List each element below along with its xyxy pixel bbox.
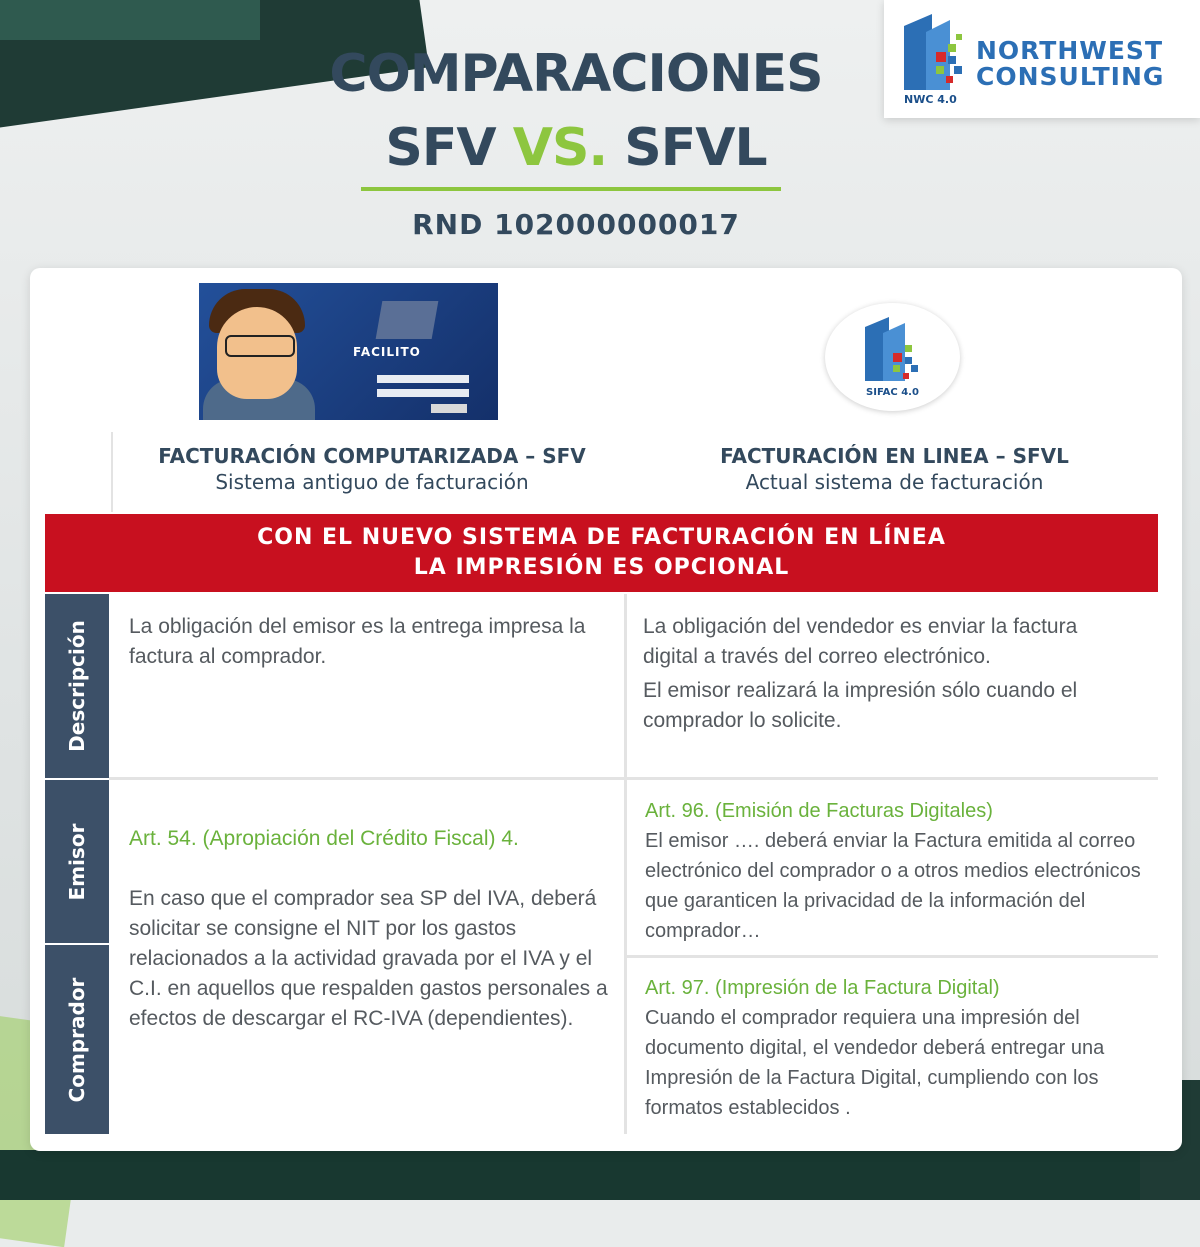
article-97-title: Art. 97. (Impresión de la Factura Digital) (645, 977, 1000, 999)
background-shape (0, 0, 260, 40)
sifac-logo-icon (863, 315, 923, 387)
column-header-sfvl (631, 432, 1158, 512)
facilito-button (431, 404, 467, 413)
column-header-sfv (111, 432, 633, 512)
background-shape (0, 1150, 1200, 1200)
facilito-character-glasses (225, 335, 295, 357)
facilito-input (377, 389, 469, 397)
title-right: SFVL (624, 118, 767, 178)
column-divider (624, 594, 627, 1134)
brand-tag: NWC 4.0 (904, 93, 957, 106)
row-label-text: Comprador (65, 977, 89, 1102)
cell-emisor-sfvl (645, 796, 1155, 946)
title-left: SFV (385, 118, 496, 178)
facilito-image (199, 283, 498, 420)
comparison-table (45, 432, 1158, 1134)
column-title: FACTURACIÓN EN LINEA – SFVL (720, 444, 1069, 468)
row-divider (627, 955, 1158, 958)
article-96-title: Art. 96. (Emisión de Facturas Digitales) (645, 800, 993, 822)
sifac-logo (825, 303, 960, 411)
facilito-logo-icon (376, 301, 439, 339)
facilito-label: FACILITO (353, 345, 421, 359)
column-subtitle: Sistema antiguo de facturación (215, 470, 529, 494)
cell-emisor-sfv (129, 824, 615, 1034)
rnd-number: RND 102000000017 (412, 208, 740, 241)
page-subtitle (0, 118, 1152, 178)
descripcion-sfvl-note: El emisor realizará la impresión sólo cuando el comprador lo solicite. (643, 679, 1078, 732)
cell-descripcion-sfvl (643, 612, 1113, 736)
row-label-text: Descripción (65, 620, 89, 752)
row-divider (109, 777, 1158, 780)
sifac-label: SIFAC 4.0 (866, 387, 919, 398)
descripcion-sfv-text: La obligación del emisor es la entrega impresa la factura al comprador. (129, 615, 586, 668)
table-corner (45, 432, 109, 512)
row-label-emisor (45, 780, 109, 943)
banner-line2: LA IMPRESIÓN ES OPCIONAL (413, 555, 790, 580)
descripcion-sfvl-text: La obligación del vendedor es enviar la factura digital a través del correo electrónico. (643, 615, 1078, 668)
row-label-text: Emisor (65, 823, 89, 900)
article-54-title: Art. 54. (Apropiación del Crédito Fiscal) 4. (129, 827, 519, 850)
title-divider (361, 187, 781, 191)
page-title: COMPARACIONES (329, 44, 823, 104)
row-label-descripcion (45, 594, 109, 778)
article-97-text: Cuando el comprador requiera una impresión del documento digital, el vendedor deberá entregar una Impresión de la Factura Digital, cumpliendo con los formatos establecidos . (645, 1007, 1105, 1119)
banner-line1: CON EL NUEVO SISTEMA DE FACTURACIÓN EN LÍNEA (257, 525, 946, 550)
brand-name-line2: CONSULTING (976, 62, 1165, 91)
article-96-text: El emisor …. deberá enviar la Factura emitida al correo electrónico del comprador o a otros medios electrónicos que garanticen la privacidad de la información del comprador… (645, 830, 1141, 942)
facilito-input (377, 375, 469, 383)
row-label-comprador (45, 945, 109, 1134)
cell-comprador-sfvl (645, 973, 1145, 1123)
title-vs: VS. (512, 118, 608, 178)
column-title: FACTURACIÓN COMPUTARIZADA – SFV (158, 444, 586, 468)
banner (45, 514, 1158, 592)
cell-descripcion-sfv (129, 612, 609, 672)
column-subtitle: Actual sistema de facturación (745, 470, 1044, 494)
article-54-text: En caso que el comprador sea SP del IVA, deberá solicitar se consigne el NIT por los gastos relacionados a la actividad gravada por el IVA y el C.I. en aquellos que respalden gastos personales a efectos de descargar el RC-IVA (dependientes). (129, 887, 608, 1030)
brand-name-line1: NORTHWEST (976, 36, 1163, 65)
